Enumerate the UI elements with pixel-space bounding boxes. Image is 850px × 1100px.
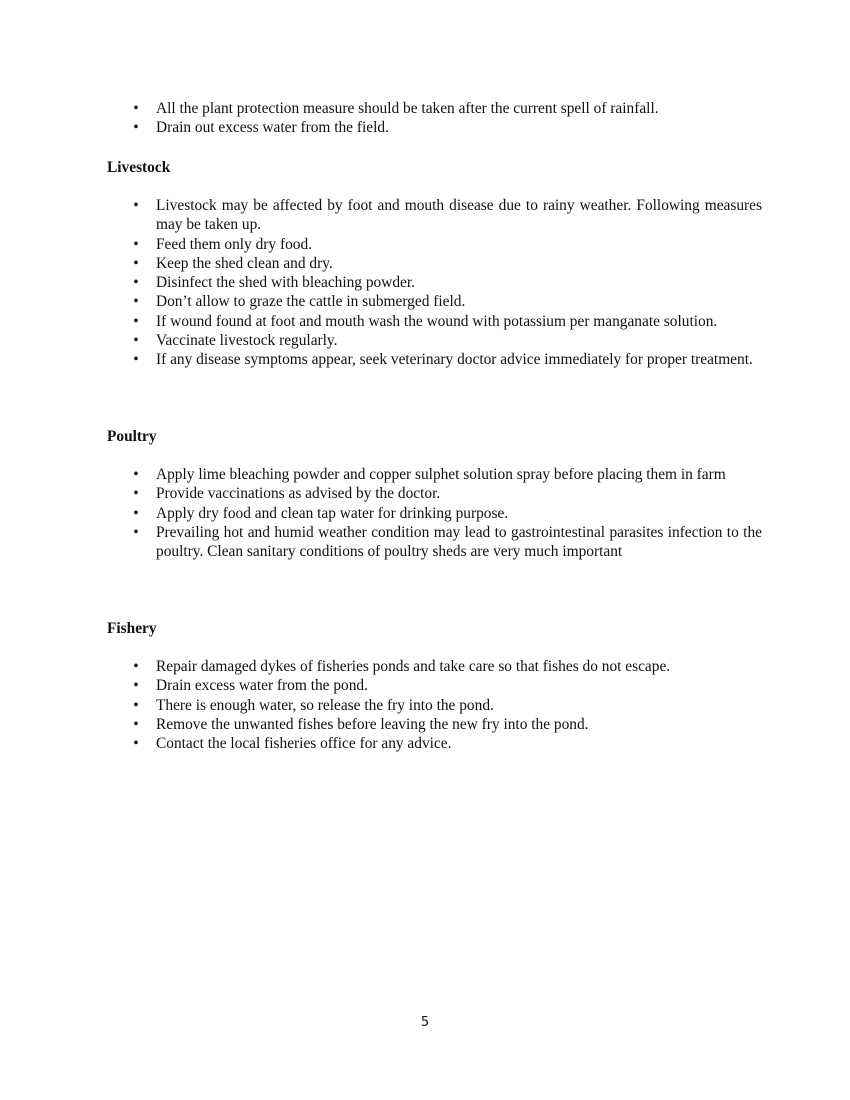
bullet-icon: • <box>133 658 139 675</box>
list-item-text: Apply lime bleaching powder and copper sulphet solution spray before placing them in farm <box>156 466 726 483</box>
fishery-heading: Fishery <box>107 620 157 637</box>
list-item-text: All the plant protection measure should be taken after the current spell of rainfall. <box>156 100 659 117</box>
bullet-icon: • <box>133 715 139 733</box>
list-item-text: Livestock may be affected by foot and mouth disease due to rainy weather. Following measures may be taken up. <box>156 197 762 234</box>
poultry-heading: Poultry <box>107 428 157 445</box>
list-item <box>0 312 762 331</box>
bullet-icon: • <box>133 197 139 214</box>
list-item-text: Drain excess water from the pond. <box>156 677 368 695</box>
list-item-text: Don’t allow to graze the cattle in submerged field. <box>156 293 466 311</box>
list-item-text: Remove the unwanted fishes before leaving the new fry into the pond. <box>156 715 589 733</box>
list-item-text: There is enough water, so release the fry into the pond. <box>156 696 494 714</box>
list-item-text: If wound found at foot and mouth wash the wound with potassium per manganate solution. <box>156 312 718 330</box>
list-item <box>0 676 762 695</box>
list-item <box>0 350 762 369</box>
list-item-text: If any disease symptoms appear, seek veterinary doctor advice immediately for proper treatment. <box>156 351 753 369</box>
bullet-icon: • <box>133 677 139 695</box>
bullet-icon: • <box>133 351 139 369</box>
list-item <box>0 657 762 676</box>
list-item <box>0 734 762 753</box>
livestock-list <box>0 196 850 370</box>
fishery-list <box>0 657 850 753</box>
bullet-icon: • <box>133 274 139 292</box>
list-item <box>0 273 762 292</box>
bullet-icon: • <box>133 312 139 330</box>
list-item <box>0 484 762 503</box>
list-item-text: Drain out excess water from the field. <box>156 119 389 137</box>
bullet-icon: • <box>133 332 139 350</box>
list-item-text: Feed them only dry food. <box>156 235 313 253</box>
list-item-text: Contact the local fisheries office for any advice. <box>156 735 452 753</box>
list-item <box>0 523 762 562</box>
list-item-text: Vaccinate livestock regularly. <box>156 332 338 350</box>
intro-list <box>0 99 850 138</box>
page-number: 5 <box>420 1015 430 1030</box>
list-item <box>0 196 762 235</box>
list-item-text: Disinfect the shed with bleaching powder. <box>156 274 416 292</box>
bullet-icon: • <box>133 466 139 483</box>
list-item <box>0 235 762 254</box>
bullet-icon: • <box>133 293 139 311</box>
bullet-icon: • <box>133 235 139 253</box>
list-item <box>0 465 762 484</box>
list-item <box>0 118 762 137</box>
list-item-text: Prevailing hot and humid weather condition may lead to gastrointestinal parasites infection to the poultry. Clean sanitary conditions of poultry sheds are very much important <box>156 523 762 561</box>
list-item-text: Apply dry food and clean tap water for drinking purpose. <box>156 504 509 522</box>
list-item <box>0 99 762 118</box>
bullet-icon: • <box>133 119 139 137</box>
bullet-icon: • <box>133 254 139 272</box>
list-item <box>0 715 762 734</box>
list-item-text: Keep the shed clean and dry. <box>156 254 333 272</box>
livestock-heading: Livestock <box>107 159 171 176</box>
bullet-icon: • <box>133 100 139 117</box>
bullet-icon: • <box>133 696 139 714</box>
poultry-list <box>0 465 850 561</box>
bullet-icon: • <box>133 504 139 522</box>
bullet-icon: • <box>133 735 139 753</box>
list-item-text: Repair damaged dykes of fisheries ponds and take care so that fishes do not escape. <box>156 658 671 675</box>
bullet-icon: • <box>133 485 139 503</box>
list-item <box>0 292 762 311</box>
list-item <box>0 254 762 273</box>
list-item-text: Provide vaccinations as advised by the doctor. <box>156 485 441 503</box>
list-item <box>0 696 762 715</box>
list-item <box>0 504 762 523</box>
bullet-icon: • <box>133 523 139 541</box>
list-item <box>0 331 762 350</box>
